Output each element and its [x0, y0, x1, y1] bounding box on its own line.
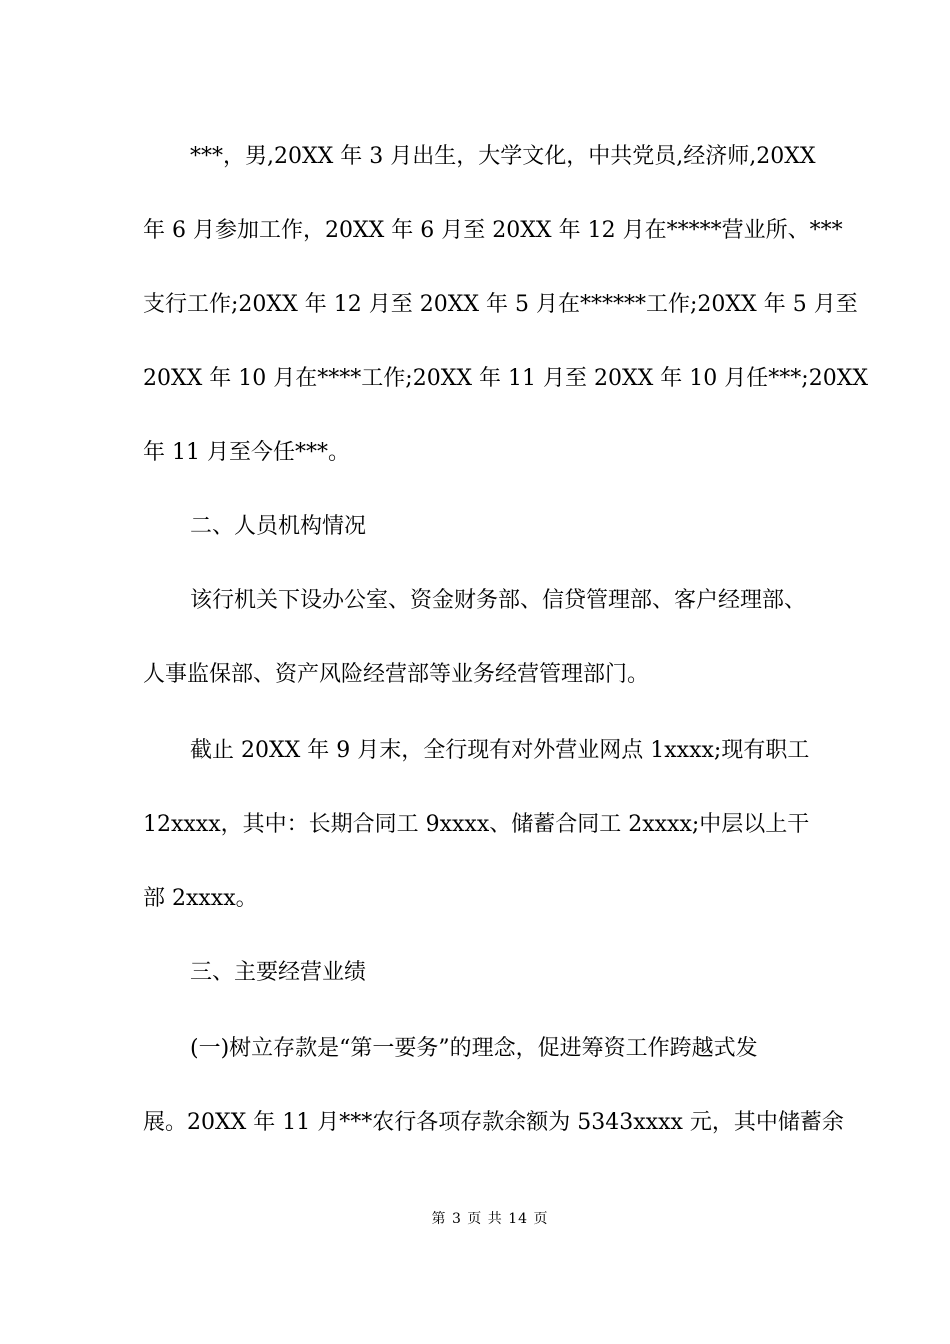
paragraph-line: 年 6 月参加工作，20XX 年 6 月至 20XX 年 12 月在*****营业所、***: [143, 218, 843, 243]
paragraph-line: ***，男,20XX 年 3 月出生，大学文化，中共党员,经济师,20XX: [190, 144, 816, 169]
paragraph-line: 部 2xxxx。: [143, 886, 258, 911]
paragraph-line: 支行工作;20XX 年 12 月至 20XX 年 5 月在******工作;20XX 年 5 月至: [143, 292, 858, 317]
section-heading: 三、主要经营业绩: [190, 960, 367, 985]
paragraph-line: 人事监保部、资产风险经营部等业务经营管理部门。: [143, 662, 650, 687]
paragraph-line: 年 11 月至今任***。: [143, 440, 350, 465]
paragraph-line: 12xxxx，其中：长期合同工 9xxxx、储蓄合同工 2xxxx;中层以上干: [143, 812, 810, 837]
paragraph-line: (一)树立存款是“第一要务”的理念，促进筹资工作跨越式发: [190, 1036, 758, 1061]
paragraph-line: 20XX 年 10 月在****工作;20XX 年 11 月至 20XX 年 10 月任***;20XX: [143, 366, 869, 391]
paragraph-line: 截止 20XX 年 9 月末，全行现有对外营业网点 1xxxx;现有职工: [190, 738, 810, 763]
paragraph-line: 展。20XX 年 11 月***农行各项存款余额为 5343xxxx 元，其中储蓄余: [143, 1110, 844, 1135]
page-number-footer: 第 3 页 共 14 页: [431, 1211, 549, 1227]
section-heading: 二、人员机构情况: [190, 514, 367, 539]
paragraph-line: 该行机关下设办公室、资金财务部、信贷管理部、客户经理部、: [190, 588, 807, 613]
